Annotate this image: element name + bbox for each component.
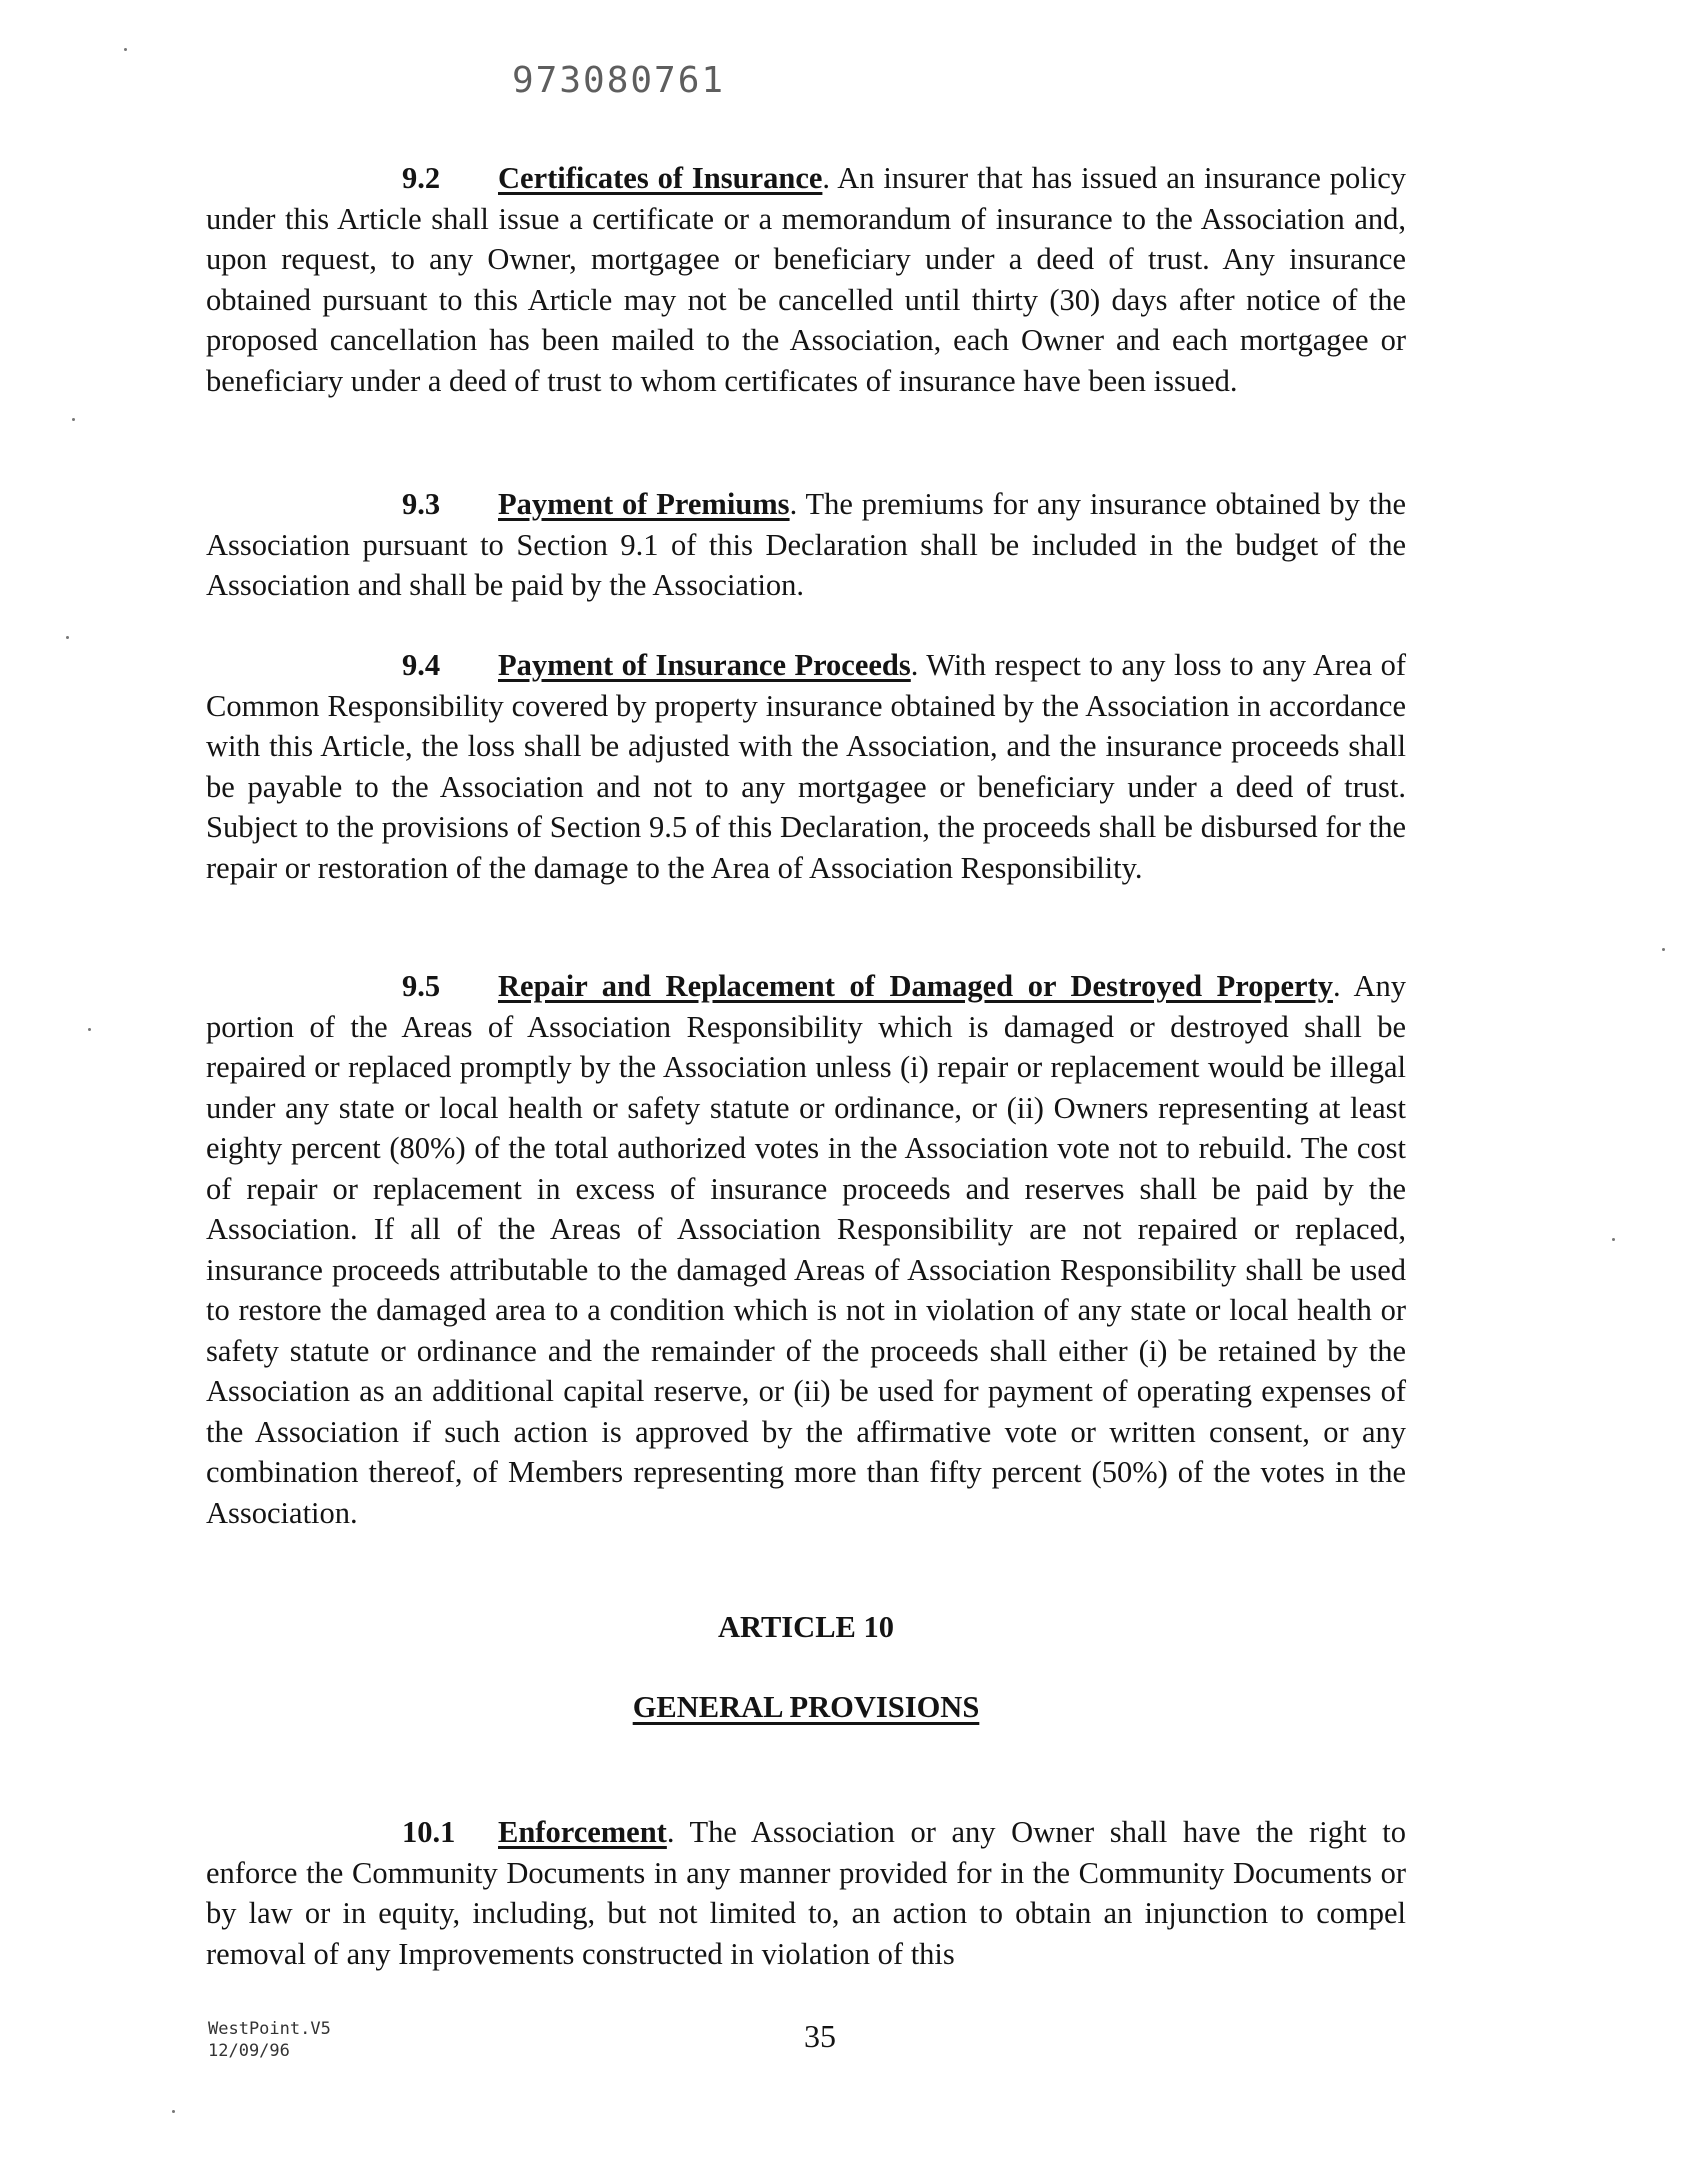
section-text: . With respect to any loss to any Area of Common Responsibility covered by property insurance obtained by the Association in accordance with this Article, the loss shall be adjusted with the Association, and the insurance proceeds shall be payable to the Association and not to any mortgagee or beneficiary under a deed of trust. Subject to the provisions of Section 9.5 of this Declaration, the proceeds shall be disbursed for the repair or restoration of the damage to the Area of Association Responsibility. — [206, 648, 1406, 885]
section-9-3 — [206, 484, 1406, 606]
footer-date: 12/09/96 — [208, 2041, 290, 2061]
scan-speck — [1612, 1238, 1615, 1241]
section-number: 9.5 — [402, 969, 441, 1003]
section-heading: Payment of Premiums — [498, 487, 790, 521]
section-9-4 — [206, 645, 1406, 888]
section-9-2 — [206, 158, 1406, 401]
section-10-1 — [206, 1812, 1406, 1974]
section-number: 9.4 — [402, 648, 441, 682]
scan-speck — [66, 636, 69, 639]
page-number: 35 — [804, 2018, 836, 2054]
section-number: 9.3 — [402, 487, 441, 521]
section-text: . Any portion of the Areas of Association Responsibility which is damaged or destroyed shall be repaired or replaced promptly by the Association unless (i) repair or replacement would be illegal under any state or local health or safety statute or ordinance, or (ii) Owners representing at least eighty percent (80%) of the total authorized votes in the Association vote not to rebuild. The cost of repair or replacement in excess of insurance proceeds and reserves shall be paid by the Association. If all of the Areas of Association Responsibility are not repaired or replaced, insurance proceeds attributable to the damaged Areas of Association Responsibility shall be used to restore the damaged area to a condition which is not in violation of any state or local health or safety statute or ordinance and the remainder of the proceeds shall either (i) be retained by the Association as an additional capital reserve, or (ii) be used for payment of operating expenses of the Association if such action is approved by the affirmative vote or written consent, or any combination thereof, of Members representing more than fifty percent (50%) of the votes in the Association. — [206, 969, 1407, 1530]
section-text: . The Association or any Owner shall have the right to enforce the Community Documents in any manner provided for in the Community Documents or by law or in equity, including, but not limited to, an action to obtain an injunction to compel removal of any Improvements constructed in violation of this — [206, 1815, 1406, 1971]
section-heading: Certificates of Insurance — [498, 161, 823, 195]
scan-speck — [124, 48, 127, 51]
section-heading: Payment of Insurance Proceeds — [498, 648, 911, 682]
section-text: . An insurer that has issued an insurance policy under this Article shall issue a certificate or a memorandum of insurance to the Association and, upon request, to any Owner, mortgagee or beneficiary under a deed of trust. Any insurance obtained pursuant to this Article may not be cancelled until thirty (30) days after notice of the proposed cancellation has been mailed to the Association, each Owner and each mortgagee or beneficiary under a deed of trust to whom certificates of insurance have been issued. — [206, 161, 1406, 398]
footer-file-name: WestPoint.V5 — [208, 2019, 331, 2039]
section-heading: Enforcement — [498, 1815, 667, 1849]
section-number: 10.1 — [402, 1815, 456, 1849]
article-title: ARTICLE 10 — [717, 1610, 895, 1644]
scan-speck — [172, 2110, 175, 2113]
footer-file-info — [208, 2018, 331, 2062]
section-number: 9.2 — [402, 161, 441, 195]
section-9-5 — [206, 966, 1406, 1533]
section-text: . The premiums for any insurance obtained by the Association pursuant to Section 9.1 of this Declaration shall be included in the budget of the Association and shall be paid by the Association. — [206, 487, 1406, 602]
document-stamp-number: 973080761 — [512, 60, 726, 101]
section-heading: Repair and Replacement of Damaged or Destroyed Property — [498, 969, 1333, 1003]
article-subtitle: GENERAL PROVISIONS — [632, 1690, 980, 1724]
scan-speck — [1662, 948, 1665, 951]
scan-speck — [72, 418, 75, 421]
scan-speck — [88, 1028, 91, 1031]
